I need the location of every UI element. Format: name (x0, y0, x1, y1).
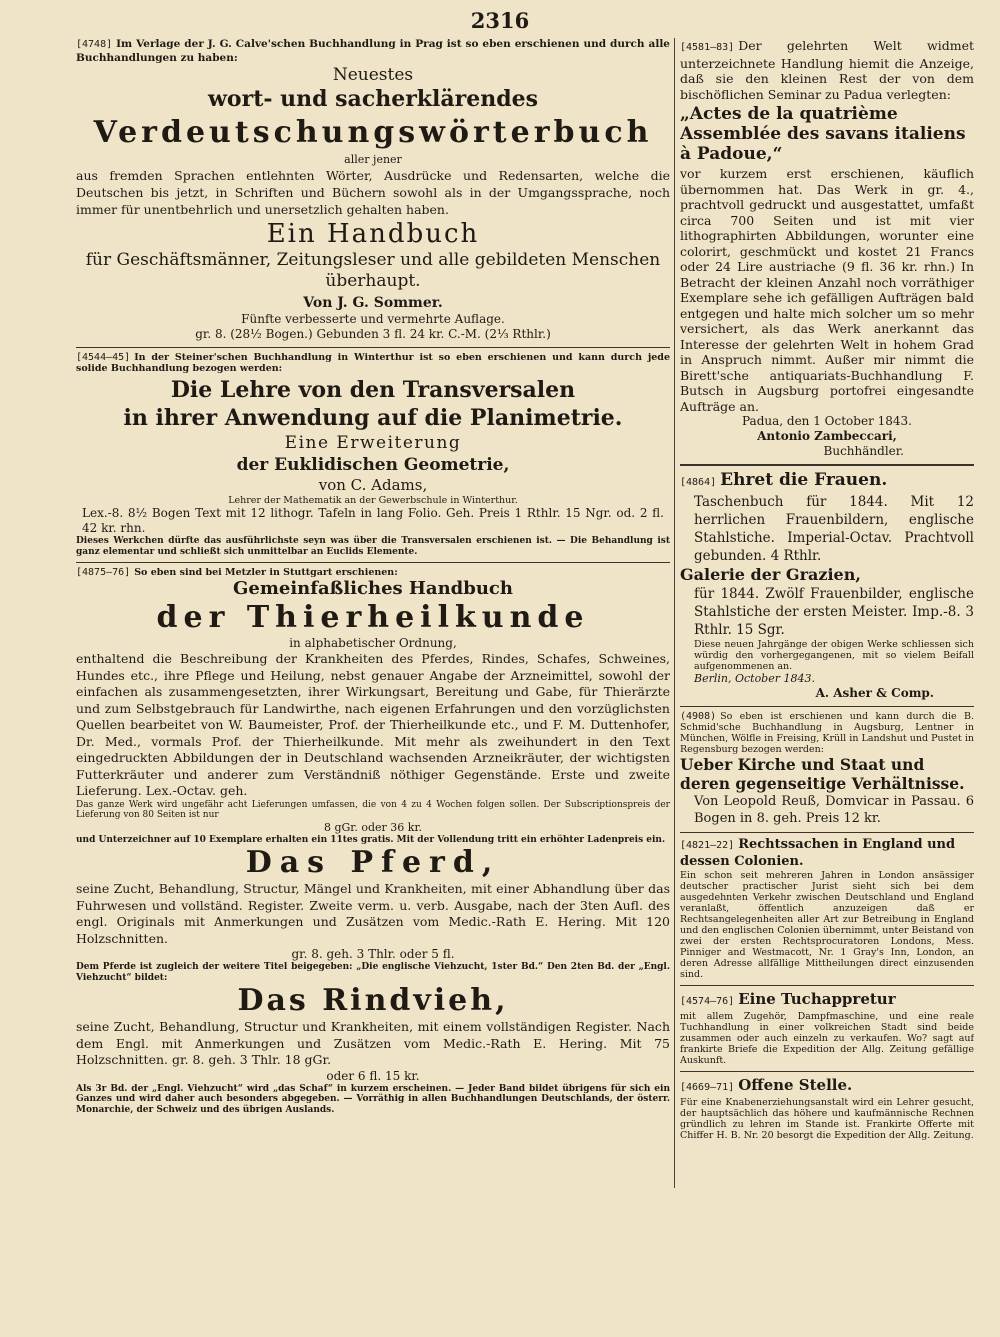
advertisement-ehret-die-frauen (680, 470, 974, 701)
ad-description: vor kurzem erst erschienen, käuflich übernommen hat. Das Werk in gr. 4., prachtvoll gedruckt und ausgestattet, umfaßt circa 700 Seiten und ist mit vier lithographirten Abbildungen, worunter eine colorirt, geschmückt und kostet 21 Francs oder 24 Lire austriache (9 fl. 36 kr. rhn.) In Betracht der kleinen Anzahl noch vorräthiger Exemplare sehe ich gefälligen Aufträgen bald entgegen und halte mich solcher um so mehr versichert, als das Werk anerkannt das Interesse der gelehrten Welt in hohem Grad in Anspruch nimmt. Außer mir nimmt die Birett'sche antiquariats-Buchhandlung F. Butsch in Augsburg portofrei eingesandte Aufträge an. (680, 166, 974, 414)
ad-author: von C. Adams, (318, 476, 428, 494)
advertisement-tuchappretur (680, 990, 974, 1066)
ad-line: in alphabetischer Ordnung, (289, 636, 457, 650)
ad-description: Ein schon seit mehreren Jahren in London ansässiger deutscher practischer Jurist sieht sich bei dem ausgedehnten Verkehr zwischen Deutschland und England veranlaßt, öffentlich anzuzeigen daß er Rechtsangelegenheiten aller Art zur Betreibung in England und den englischen Colonien übernimmt, unter Beistand von zwei der ersten Rechtsprocuratoren Londons, Mess. Pinniger and Westmacott, Nr. 1 Gray's Inn, London, an deren Adresse allfällige Mittheilungen direct einzusenden sind. (680, 870, 974, 980)
ad-line: Gemeinfaßliches Handbuch (233, 578, 513, 599)
ad-separator (76, 347, 670, 348)
ad-author-role: Lehrer der Mathematik an der Gewerbschule in Winterthur. (228, 495, 518, 506)
ad-title: Eine Tuchappretur (738, 990, 896, 1008)
ad-note: Das ganze Werk wird ungefähr acht Lieferungen umfassen, die von 4 zu 4 Wochen folgen sollen. Der Subscriptionspreis der Lieferung von 80 Seiten ist nur (76, 799, 670, 820)
ad-reference: [4544—45] (76, 352, 131, 363)
ad-note: Dem Pferde ist zugleich der weitere Titel beigegeben: „Die englische Viehzucht, 1ster Bd.“ Den 2ten Bd. der „Engl. Viehzucht“ bildet: (76, 962, 670, 983)
ad-date: Padua, den 1 October 1843. (742, 414, 912, 428)
ad-price: oder 6 fl. 15 kr. (326, 1068, 420, 1083)
ad-title: in ihrer Anwendung auf die Planimetrie. (123, 405, 623, 431)
ad-reference: [4821—22] (680, 840, 735, 851)
ad-line: aller jener (344, 153, 402, 166)
ad-note: und Unterzeichner auf 10 Exemplare erhalten ein 11tes gratis. Mit der Vollendung tritt ein erhöhter Ladenpreis ein. (76, 834, 666, 845)
advertisement-offene-stelle (680, 1076, 974, 1141)
ad-subtitle: Eine Erweiterung (284, 433, 462, 453)
ad-line: wort- und sacherklärendes (207, 86, 538, 112)
ad-title: Ueber Kirche und Staat und deren gegenseitige Verhältnisse. (680, 755, 965, 793)
ad-title: Rechtssachen in England und dessen Colonien. (680, 837, 956, 869)
advertisement-thierheilkunde (76, 567, 670, 1115)
ad-separator (76, 562, 670, 563)
ad-title: Verdeutschungswörterbuch (93, 115, 653, 150)
ad-date: Berlin, October 1843. (694, 672, 815, 685)
ad-description: Taschenbuch für 1844. Mit 12 herrlichen Frauenbildern, englische Stahlstiche. Imperial-Octav. Prachtvoll gebunden. 4 Rthlr. (694, 494, 974, 564)
ad-price: Lex.-8. 8½ Bogen Text mit 12 lithogr. Tafeln in lang Folio. Geh. Preis 1 Rthlr. 15 Ngr. od. 2 fl. 42 kr. rhn. (82, 506, 664, 535)
ad-title: Das Pferd, (245, 845, 501, 880)
ad-note-price: 8 gGr. oder 36 kr. (323, 820, 422, 834)
ad-title: Die Lehre von den Transversalen (170, 377, 576, 403)
ad-title: Galerie der Grazien, (680, 565, 861, 584)
ad-reference: [4581—83] (680, 42, 735, 53)
ad-separator (680, 706, 974, 707)
ad-price: gr. 8. (28½ Bogen.) Gebunden 3 fl. 24 kr. C.-M. (2⅓ Rthlr.) (195, 327, 551, 341)
ad-description: aus fremden Sprachen entlehnten Wörter, Ausdrücke und Redensarten, welche die Deutschen bis jetzt, in Schriften und Büchern sowohl als in der Umgangssprache, noch immer für unentbehrlich und unersetzlich gehalten haben. (76, 168, 670, 217)
ad-edition: Fünfte verbesserte und vermehrte Auflage. (241, 312, 505, 326)
ad-reference: [4875—76] (76, 567, 131, 578)
ad-title: Ehret die Frauen. (720, 470, 888, 490)
ad-signer-role: Buchhändler. (823, 444, 904, 458)
advertisement-transversalen (76, 352, 670, 557)
ad-note: Als 3r Bd. der „Engl. Viehzucht“ wird „das Schaf“ in kurzem erscheinen. — Jeder Band bildet übrigens für sich ein Ganzes und wird daher auch besonders abgegeben. — Vorräthig in allen Buchhandlungen Deutschlands, der österr. Monarchie, der Schweiz und des übrigen Auslands. (76, 1083, 670, 1115)
ad-intro: So eben ist erschienen und kann durch die B. Schmid'sche Buchhandlung in Augsburg, Lentner in München, Wölfle in Freising, Krüll in Landshut und Pustet in Regensburg bezogen werden: (680, 711, 974, 755)
ad-note: Diese neuen Jahrgänge der obigen Werke schliessen sich würdig den vorhergegangenen, mit so vielem Beifall aufgenommenen an. (694, 639, 974, 672)
ad-reference: [4574—76] (680, 996, 735, 1007)
ad-reference: [4864] (680, 477, 717, 488)
ad-intro: Im Verlage der J. G. Calve'schen Buchhandlung in Prag ist so eben erschienen und durch alle Buchhandlungen zu haben: (76, 38, 670, 64)
ad-audience: für Geschäftsmänner, Zeitungsleser und alle gebildeten Menschen überhaupt. (85, 250, 661, 291)
ad-description: seine Zucht, Behandlung, Structur und Krankheiten, mit einem vollständigen Register. Nach dem Engl. mit Anmerkungen und Zusätzen vom Medic.-Rath E. Hering. Mit 75 Holzschnitten. gr. 8. geh. 3 Thlr. 18 gGr. (76, 1019, 670, 1067)
ad-price: gr. 8. geh. 3 Thlr. oder 5 fl. (291, 947, 455, 961)
ad-description: Von Leopold Reuß, Domvicar in Passau. 6 Bogen in 8. geh. Preis 12 kr. (694, 794, 974, 826)
ad-title: der Thierheilkunde (156, 600, 590, 635)
ad-description: enthaltend die Beschreibung der Krankheiten des Pferdes, Rindes, Schafes, Schweines, Hundes etc., ihre Pflege und Heilung, nebst genauer Angabe der Arzneimittel, sowohl der einfachen als zusammengesetzten, ihrer Wirkungsart, Bereitung und Gabe, für Thierärzte und zum Selbstgebrauch für Landwirthe, nach eigenen Erfahrungen und den vorzüglichsten Quellen bearbeitet von W. Baumeister, Prof. der Thierheilkunde etc., und F. M. Duttenhofer, Dr. Med., vormals Prof. der Thierheilkunde. Mit mehr als zweihundert in den Text eingedruckten Abbildungen der in Deutschland wachsenden Arzneikräuter, der wichtigsten Futterkräuter und anderer zum Verständniß nöthiger Gegenstände. Erste und zweite Lieferung. Lex.-Octav. geh. (76, 651, 670, 798)
left-column (76, 38, 670, 1300)
advertisement-actes-padoue (680, 38, 974, 459)
ad-intro: Der gelehrten Welt widmet unterzeichnete Handlung hiemit die Anzeige, daß sie den kleinen Rest der von dem bischöflichen Seminar zu Padua verlegten: (680, 38, 974, 102)
ad-intro: In der Steiner'schen Buchhandlung in Winterthur ist so eben erschienen und kann durch jede solide Buchhandlung bezogen werden: (76, 352, 670, 374)
ad-subtitle: Ein Handbuch (266, 219, 480, 249)
ad-title: Das Rindvieh, (237, 983, 509, 1018)
ad-author: Von J. G. Sommer. (303, 295, 443, 311)
ad-separator (680, 832, 974, 833)
ad-title: Offene Stelle. (738, 1076, 853, 1094)
ad-separator (680, 1071, 974, 1072)
ad-reference: [4748] (76, 39, 113, 50)
ad-description: seine Zucht, Behandlung, Structur, Mängel und Krankheiten, mit einer Abhandlung über das Fuhrwesen und vollständ. Register. Zweite verm. u. verb. Ausgabe, nach der 3ten Aufl. des engl. Originals mit Anmerkungen und Zusätzen vom Medic.-Rath E. Hering. Mit 120 Holzschnitten. (76, 881, 670, 946)
ad-line: Neuestes (332, 65, 414, 85)
advertisement-kirche-staat (680, 711, 974, 827)
ad-subtitle: der Euklidischen Geometrie, (236, 455, 510, 475)
ad-signer: Antonio Zambeccari, (757, 429, 897, 443)
ad-separator (680, 985, 974, 986)
ad-reference: [4669—71] (680, 1082, 735, 1093)
advertisement-dictionary (76, 38, 670, 342)
ad-description: Für eine Knabenerziehungsanstalt wird ein Lehrer gesucht, der hauptsächlich das höhere und kaufmännische Rechnen gründlich zu lehren im Stande ist. Frankirte Offerte mit Chiffer H. B. Nr. 20 besorgt die Expedition der Allg. Zeitung. (680, 1097, 974, 1141)
ad-signer: A. Asher & Comp. (815, 686, 934, 700)
advertisement-rechtssachen (680, 837, 974, 980)
ad-note: Dieses Werkchen dürfte das ausführlichste seyn was über die Transversalen erschienen ist. — Die Behandlung ist ganz elementar und schließt sich unmittelbar an Euclids Elemente. (76, 536, 670, 557)
ad-separator (680, 464, 974, 466)
ad-reference: (4908) (680, 711, 717, 722)
column-divider (674, 38, 675, 1188)
right-column (680, 38, 974, 1190)
ad-title: „Actes de la quatrième Assemblée des savans italiens à Padoue,“ (680, 104, 966, 164)
ad-description: mit allem Zugehör, Dampfmaschine, und eine reale Tuchhandlung in einer volkreichen Stadt sind beide zusammen oder auch einzeln zu verkaufen. Wo? sagt auf frankirte Briefe die Expedition der Allg. Zeitung gefällige Auskunft. (680, 1011, 974, 1066)
page-number: 2316 (470, 8, 530, 33)
ad-intro: So eben sind bei Metzler in Stuttgart erschienen: (134, 567, 398, 578)
ad-description: für 1844. Zwölf Frauenbilder, englische Stahlstiche der ersten Meister. Imp.-8. 3 Rthlr. 15 Sgr. (694, 586, 974, 638)
